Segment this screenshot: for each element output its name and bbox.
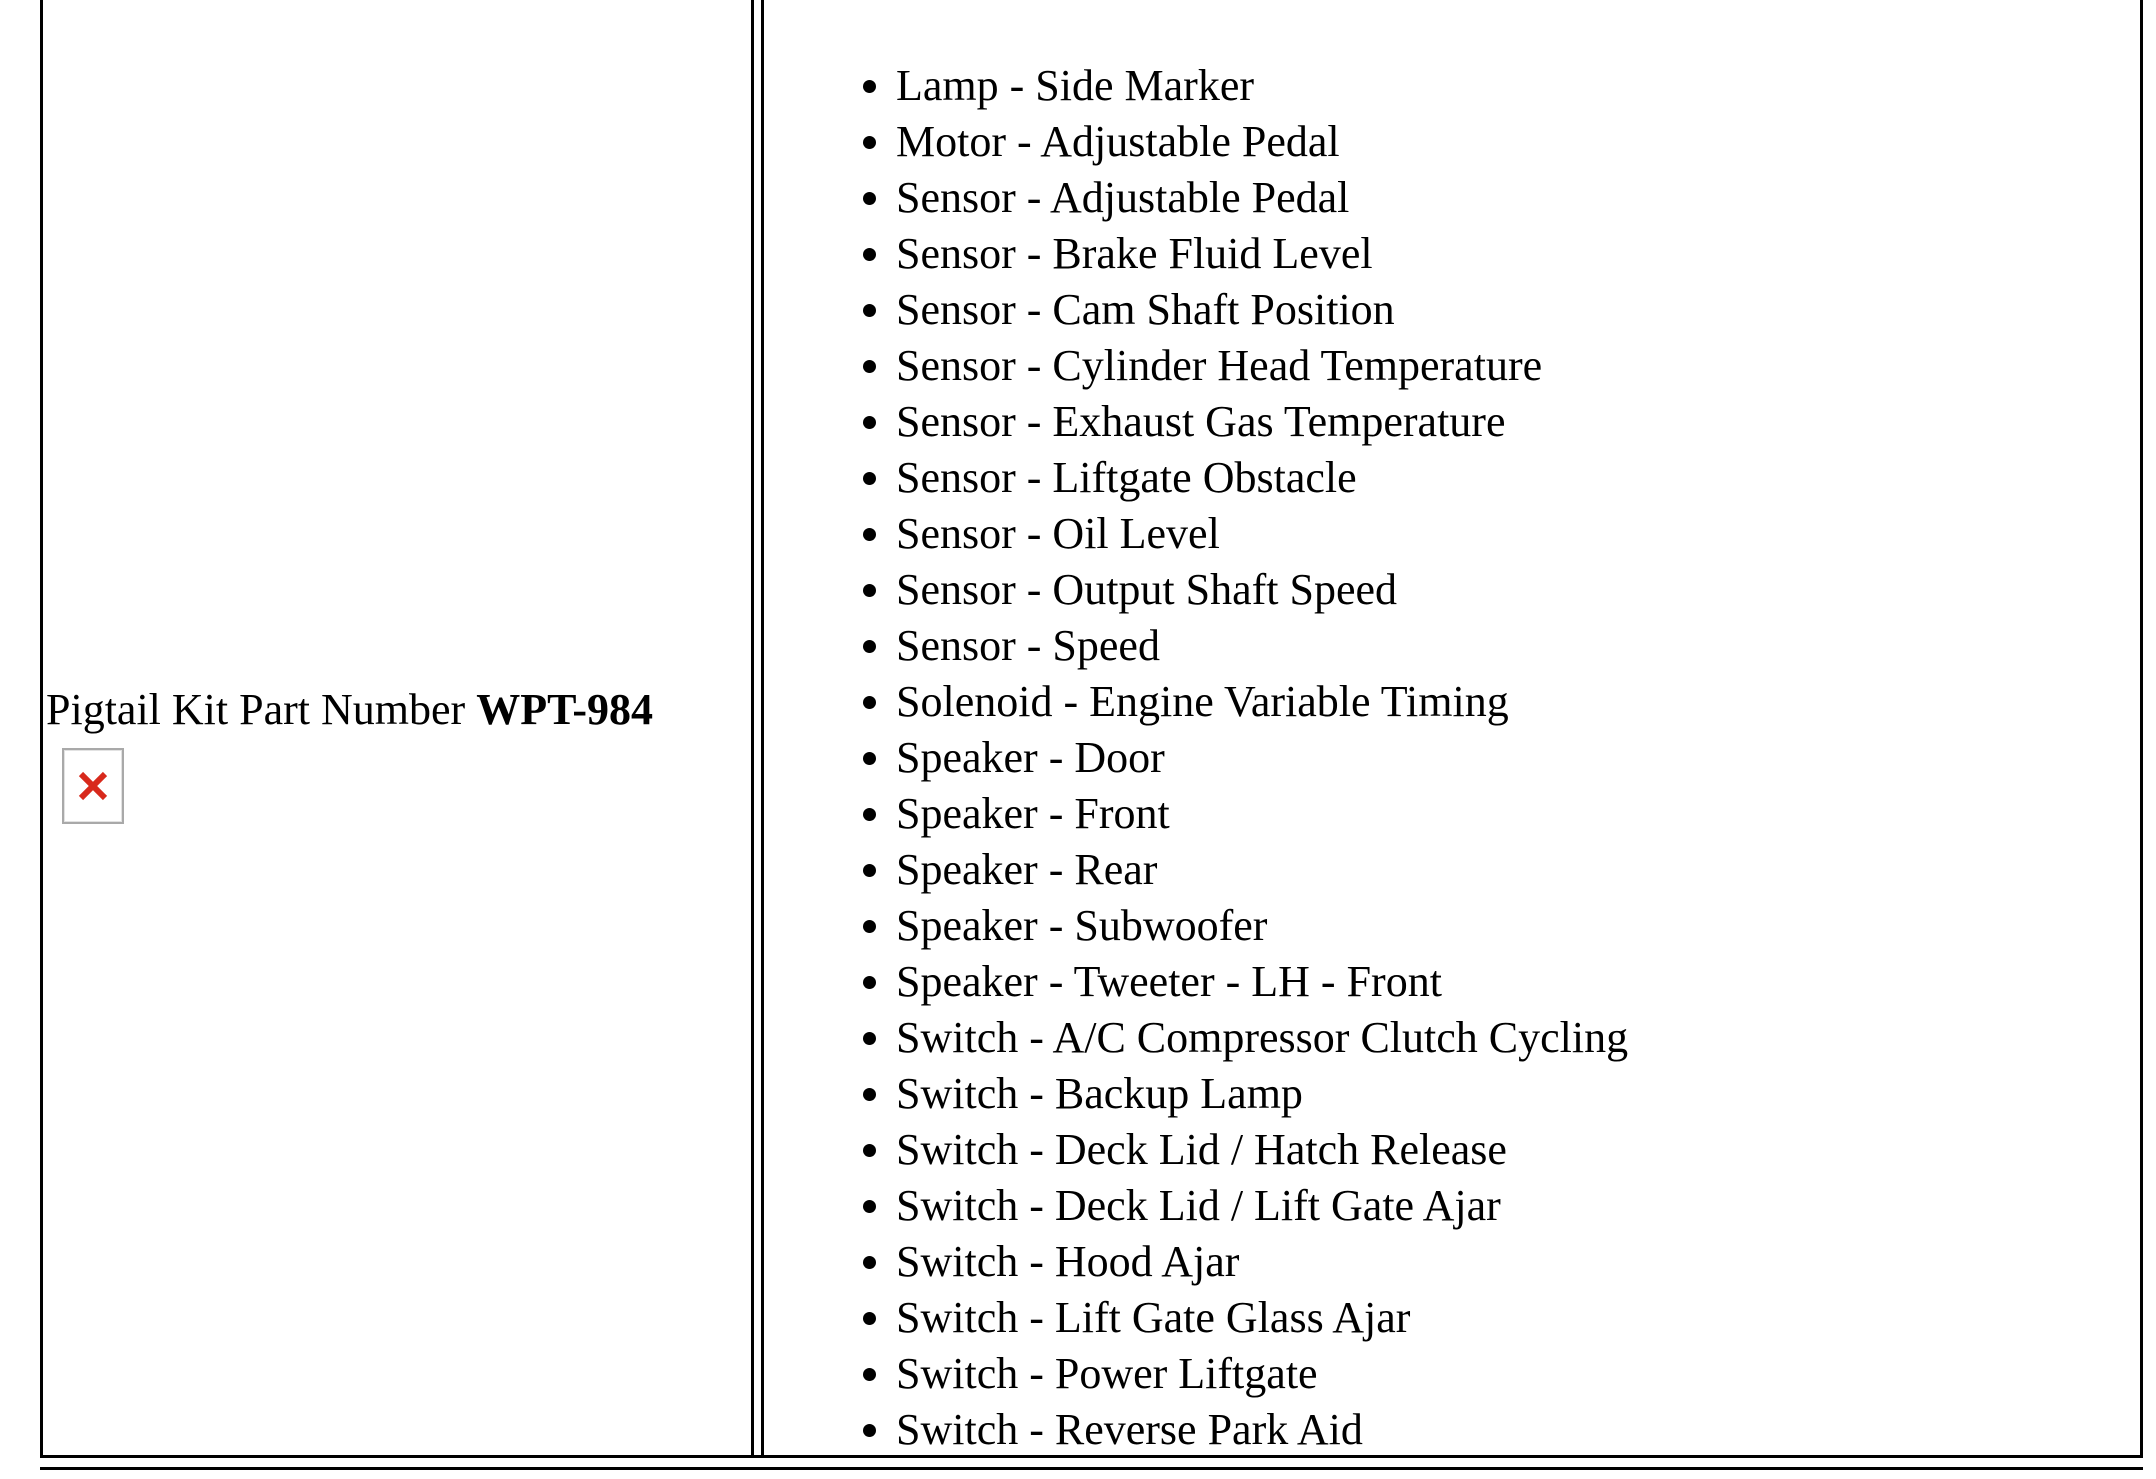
table-border-right bbox=[2140, 0, 2143, 1458]
list-item: • Sensor - Speed bbox=[896, 618, 2136, 674]
list-item: • Sensor - Output Shaft Speed bbox=[896, 562, 2136, 618]
list-item: • Solenoid - Engine Variable Timing bbox=[896, 674, 2136, 730]
list-item: • Switch - Reverse Park Aid bbox=[896, 1402, 2136, 1458]
list-item: • Sensor - Liftgate Obstacle bbox=[896, 450, 2136, 506]
list-item: • Lamp - Side Marker bbox=[896, 58, 2136, 114]
list-item: • Sensor - Cylinder Head Temperature bbox=[896, 338, 2136, 394]
list-item: • Switch - Backup Lamp bbox=[896, 1066, 2136, 1122]
list-item: • Switch - Power Liftgate bbox=[896, 1346, 2136, 1402]
list-item: • Switch - A/C Compressor Clutch Cycling bbox=[896, 1010, 2136, 1066]
table-border-bottom-outer bbox=[40, 1467, 2143, 1470]
list-item: • Switch - Deck Lid / Hatch Release bbox=[896, 1122, 2136, 1178]
list-item: • Sensor - Cam Shaft Position bbox=[896, 282, 2136, 338]
list-item: • Speaker - Subwoofer bbox=[896, 898, 2136, 954]
list-item: • Sensor - Exhaust Gas Temperature bbox=[896, 394, 2136, 450]
list-item: • Speaker - Door bbox=[896, 730, 2136, 786]
list-item: • Speaker - Front bbox=[896, 786, 2136, 842]
list-item: • Switch - Lift Gate Glass Ajar bbox=[896, 1290, 2136, 1346]
broken-image-icon bbox=[62, 748, 124, 824]
part-number-label: Pigtail Kit Part Number bbox=[46, 685, 466, 734]
list-item: • Speaker - Rear bbox=[896, 842, 2136, 898]
pigtail-kit-part-number bbox=[46, 682, 756, 738]
red-x-icon bbox=[76, 769, 110, 803]
list-item: • Sensor - Oil Level bbox=[896, 506, 2136, 562]
list-item: • Switch - Hood Ajar bbox=[896, 1234, 2136, 1290]
parts-list-cell bbox=[766, 58, 2136, 1458]
parts-list bbox=[766, 58, 2136, 1458]
list-item: • Switch - Deck Lid / Lift Gate Ajar bbox=[896, 1178, 2136, 1234]
list-item: • Speaker - Tweeter - LH - Front bbox=[896, 954, 2136, 1010]
list-item: • Motor - Adjustable Pedal bbox=[896, 114, 2136, 170]
list-item: • Sensor - Adjustable Pedal bbox=[896, 170, 2136, 226]
list-item: • Sensor - Brake Fluid Level bbox=[896, 226, 2136, 282]
table-border-left bbox=[40, 0, 43, 1458]
part-number-value: WPT-984 bbox=[476, 685, 654, 734]
column-divider-inner bbox=[761, 0, 764, 1458]
